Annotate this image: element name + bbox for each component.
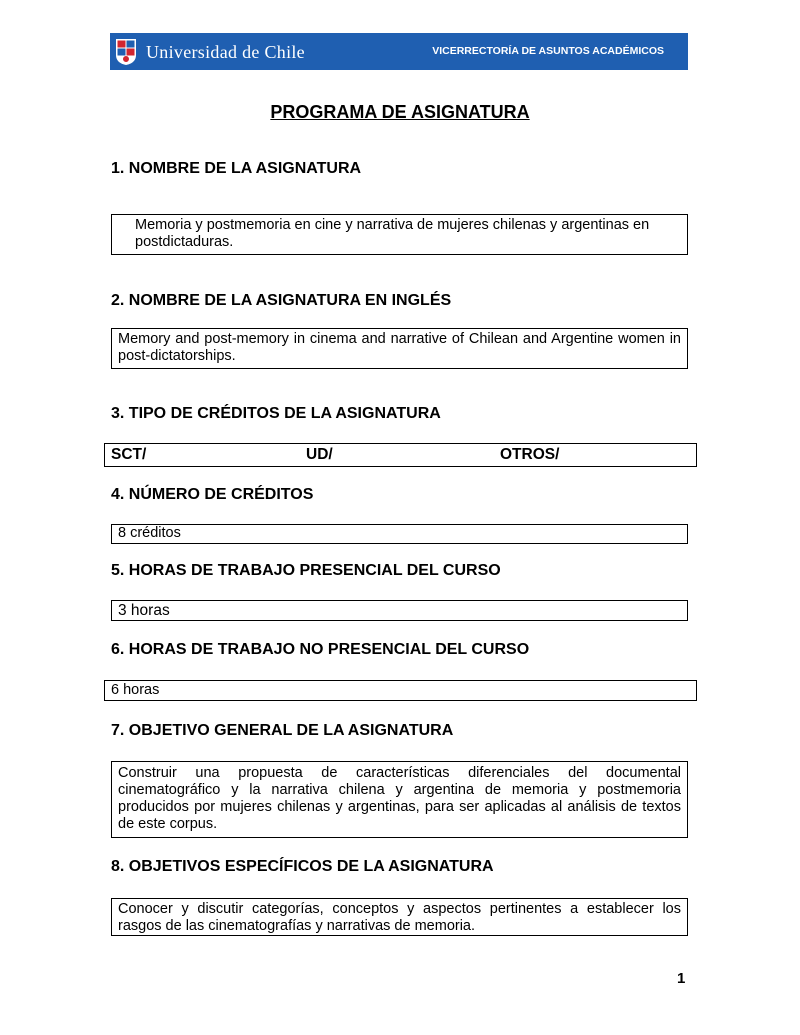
university-crest-icon xyxy=(115,38,137,66)
presential-hours-box: 3 horas xyxy=(111,600,688,621)
document-title: PROGRAMA DE ASIGNATURA xyxy=(270,102,530,122)
credit-type-otros: OTROS/ xyxy=(500,446,560,463)
credit-type-box xyxy=(104,443,697,467)
office-name: VICERRECTORÍA DE ASUNTOS ACADÉMICOS xyxy=(432,45,664,57)
header-banner xyxy=(110,33,688,70)
credits-number-box: 8 créditos xyxy=(111,524,688,544)
page-number: 1 xyxy=(677,970,686,987)
specific-objectives-box: Conocer y discutir categorías, conceptos y aspectos pertinentes a establecer los rasgos de las cinematografías y narrativas de memoria. xyxy=(111,898,688,936)
course-name-box: Memoria y postmemoria en cine y narrativa de mujeres chilenas y argentinas en postdictaduras. xyxy=(111,214,688,255)
section-heading-7: 7. OBJETIVO GENERAL DE LA ASIGNATURA xyxy=(111,722,454,739)
general-objective-box: Construir una propuesta de características diferenciales del documental cinematográfico y la narrativa chilena y argentina de memoria y postmemoria producidos por mujeres chilenas y argentinas, para ser aplicadas al análisis de textos de este corpus. xyxy=(111,761,688,838)
section-heading-8: 8. OBJETIVOS ESPECÍFICOS DE LA ASIGNATURA xyxy=(111,858,494,875)
credit-type-sct: SCT/ xyxy=(111,446,147,463)
university-name: Universidad de Chile xyxy=(146,42,305,62)
section-heading-6: 6. HORAS DE TRABAJO NO PRESENCIAL DEL CURSO xyxy=(111,641,530,658)
section-heading-2: 2. NOMBRE DE LA ASIGNATURA EN INGLÉS xyxy=(111,292,452,309)
section-heading-1: 1. NOMBRE DE LA ASIGNATURA xyxy=(111,160,362,177)
course-name-english-box: Memory and post-memory in cinema and narrative of Chilean and Argentine women in post-dictatorships. xyxy=(111,328,688,369)
section-heading-5: 5. HORAS DE TRABAJO PRESENCIAL DEL CURSO xyxy=(111,562,501,579)
non-presential-hours-box: 6 horas xyxy=(104,680,697,701)
section-heading-4: 4. NÚMERO DE CRÉDITOS xyxy=(111,486,314,503)
section-heading-3: 3. TIPO DE CRÉDITOS DE LA ASIGNATURA xyxy=(111,405,441,422)
credit-type-ud: UD/ xyxy=(306,446,333,463)
